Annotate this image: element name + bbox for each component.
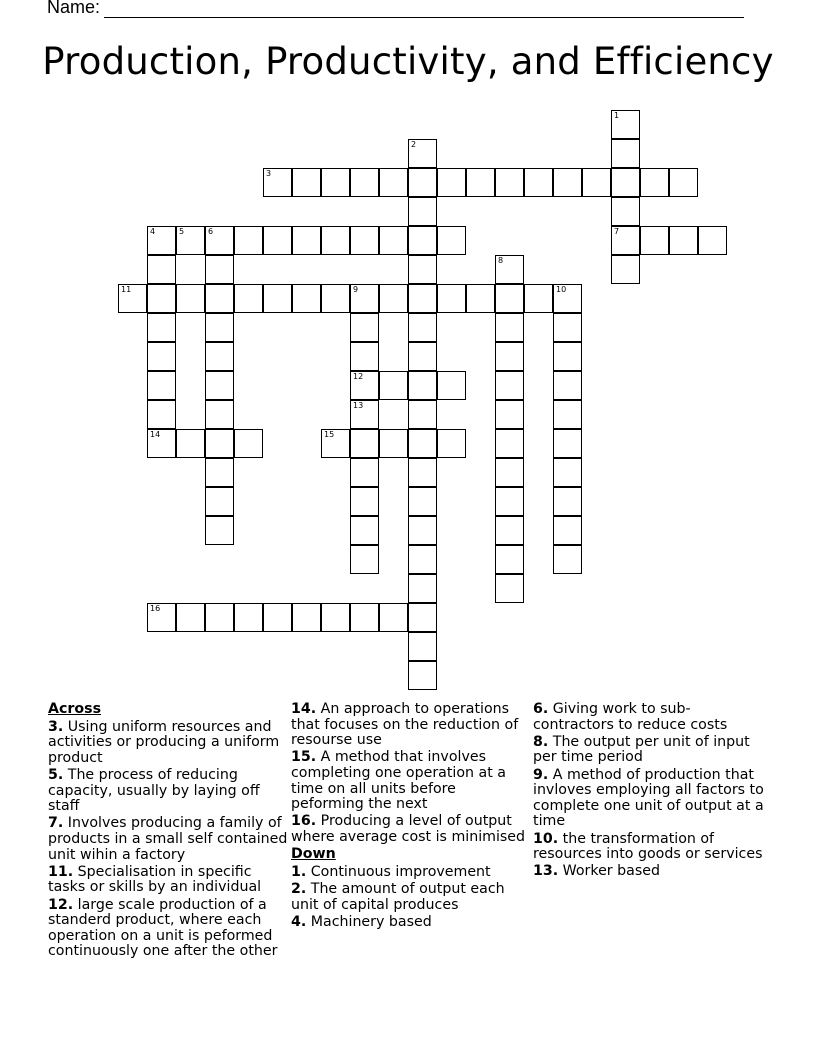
grid-cell[interactable]	[205, 516, 234, 545]
grid-cell[interactable]	[147, 342, 176, 371]
grid-cell[interactable]	[408, 226, 437, 255]
clue-item	[291, 865, 527, 881]
grid-cell[interactable]	[408, 516, 437, 545]
grid-cell[interactable]	[408, 429, 437, 458]
clue-item-text: large scale production of a standerd product, where each operation on a unit is peformed continuously one after the other	[48, 896, 278, 960]
grid-cell[interactable]	[408, 371, 437, 400]
clue-number: 13	[353, 401, 364, 410]
clues-column-1	[48, 702, 288, 961]
grid-cell[interactable]	[350, 516, 379, 545]
clue-item-text: The amount of output each unit of capital produces	[291, 880, 505, 913]
clue-item	[48, 720, 288, 767]
grid-cell[interactable]	[350, 603, 379, 632]
clue-number: 4	[150, 227, 156, 236]
clue-item-number: 9.	[533, 766, 549, 783]
grid-cell[interactable]	[205, 487, 234, 516]
grid-cell[interactable]	[408, 255, 437, 284]
grid-cell[interactable]	[466, 168, 495, 197]
grid-cell[interactable]	[379, 603, 408, 632]
grid-cell[interactable]	[263, 226, 292, 255]
clue-number: 3	[266, 169, 272, 178]
grid-cell[interactable]	[205, 313, 234, 342]
grid-cell[interactable]	[524, 284, 553, 313]
clue-item	[48, 865, 288, 896]
clue-item-number: 11.	[48, 863, 74, 880]
clue-item-text: Continuous improvement	[306, 863, 491, 880]
grid-cell[interactable]	[176, 429, 205, 458]
grid-cell[interactable]	[321, 284, 350, 313]
clue-item-text: An approach to operations that focuses on the reduction of resourse use	[291, 701, 519, 749]
grid-cell[interactable]	[553, 400, 582, 429]
clue-item	[533, 832, 769, 863]
grid-cell[interactable]	[205, 342, 234, 371]
clue-number: 1	[614, 111, 620, 120]
grid-cell[interactable]	[611, 139, 640, 168]
grid-cell[interactable]	[350, 226, 379, 255]
grid-cell[interactable]	[263, 168, 292, 197]
grid-cell[interactable]	[350, 168, 379, 197]
clue-number: 11	[121, 285, 132, 294]
clue-item-text: Giving work to sub-contractors to reduce costs	[533, 701, 728, 733]
grid-cell[interactable]	[176, 284, 205, 313]
grid-cell[interactable]	[205, 603, 234, 632]
clues-column-3	[533, 702, 769, 882]
grid-cell[interactable]	[205, 255, 234, 284]
clue-item-number: 15.	[291, 749, 317, 766]
clue-item-number: 14.	[291, 701, 317, 717]
grid-cell[interactable]	[350, 313, 379, 342]
clue-item-text: A method that involves completing one operation at a time on all units before peforming the next	[291, 749, 506, 813]
grid-cell[interactable]	[495, 400, 524, 429]
down-heading: Down	[291, 846, 336, 863]
grid-cell[interactable]	[379, 226, 408, 255]
grid-cell[interactable]	[350, 487, 379, 516]
clue-item-number: 3.	[48, 718, 64, 735]
grid-cell[interactable]	[611, 255, 640, 284]
grid-cell[interactable]	[350, 429, 379, 458]
clue-number: 16	[150, 604, 161, 613]
clue-number: 8	[498, 256, 504, 265]
grid-cell[interactable]	[292, 603, 321, 632]
grid-cell[interactable]	[437, 168, 466, 197]
grid-cell[interactable]	[205, 226, 234, 255]
clue-item-number: 16.	[291, 813, 317, 830]
clue-item	[291, 915, 527, 931]
grid-cell[interactable]	[495, 574, 524, 603]
grid-cell[interactable]	[379, 168, 408, 197]
grid-cell[interactable]	[611, 226, 640, 255]
clue-item	[291, 750, 527, 812]
grid-cell[interactable]	[321, 226, 350, 255]
grid-cell[interactable]	[408, 603, 437, 632]
clue-number: 9	[353, 285, 359, 294]
grid-cell[interactable]	[495, 255, 524, 284]
grid-cell[interactable]	[176, 226, 205, 255]
grid-cell[interactable]	[205, 371, 234, 400]
clue-item	[48, 816, 288, 863]
grid-cell[interactable]	[147, 371, 176, 400]
grid-cell[interactable]	[437, 284, 466, 313]
grid-cell[interactable]	[437, 226, 466, 255]
grid-cell[interactable]	[553, 342, 582, 371]
clue-number: 12	[353, 372, 364, 381]
clue-item-text: A method of production that invloves employing all factors to complete one unit of output at a time	[533, 766, 764, 830]
grid-cell[interactable]	[205, 284, 234, 313]
grid-cell[interactable]	[408, 139, 437, 168]
clue-item	[291, 882, 527, 913]
clue-number: 14	[150, 430, 161, 439]
grid-cell[interactable]	[466, 284, 495, 313]
grid-cell[interactable]	[408, 458, 437, 487]
clue-item-number: 6.	[533, 701, 549, 717]
clue-item-number: 13.	[533, 863, 559, 880]
grid-cell[interactable]	[553, 168, 582, 197]
grid-cell[interactable]	[147, 284, 176, 313]
grid-cell[interactable]	[147, 226, 176, 255]
clue-item-number: 5.	[48, 766, 64, 783]
grid-cell[interactable]	[408, 168, 437, 197]
clue-item	[48, 898, 288, 960]
grid-cell[interactable]	[408, 545, 437, 574]
grid-cell[interactable]	[495, 371, 524, 400]
grid-cell[interactable]	[292, 226, 321, 255]
clue-item-number: 7.	[48, 815, 64, 832]
grid-cell[interactable]	[234, 603, 263, 632]
grid-cell[interactable]	[321, 168, 350, 197]
clue-item-number: 10.	[533, 830, 559, 847]
grid-cell[interactable]	[234, 226, 263, 255]
grid-cell[interactable]	[350, 371, 379, 400]
grid-cell[interactable]	[495, 487, 524, 516]
grid-cell[interactable]	[408, 313, 437, 342]
grid-cell[interactable]	[408, 400, 437, 429]
grid-cell[interactable]	[205, 429, 234, 458]
grid-cell[interactable]	[147, 400, 176, 429]
clue-item-text: Producing a level of output where average cost is minimised	[291, 813, 526, 845]
clue-item-text: the transformation of resources into goods or services	[533, 830, 763, 863]
grid-cell[interactable]	[495, 458, 524, 487]
clue-number: 10	[556, 285, 567, 294]
grid-cell[interactable]	[553, 487, 582, 516]
grid-cell[interactable]	[147, 313, 176, 342]
grid-cell[interactable]	[205, 458, 234, 487]
grid-cell[interactable]	[640, 168, 669, 197]
grid-cell[interactable]	[147, 255, 176, 284]
grid-cell[interactable]	[640, 226, 669, 255]
clue-item-number: 1.	[291, 863, 307, 880]
grid-cell[interactable]	[350, 545, 379, 574]
clue-item-number: 8.	[533, 733, 549, 750]
grid-cell[interactable]	[408, 632, 437, 661]
grid-cell[interactable]	[350, 284, 379, 313]
grid-cell[interactable]	[553, 458, 582, 487]
clue-item-text: The process of reducing capacity, usually by laying off staff	[48, 766, 260, 815]
grid-cell[interactable]	[495, 516, 524, 545]
grid-cell[interactable]	[379, 284, 408, 313]
clue-number: 5	[179, 227, 185, 236]
grid-cell[interactable]	[495, 313, 524, 342]
grid-cell[interactable]	[205, 400, 234, 429]
clue-number: 7	[614, 227, 620, 236]
grid-cell[interactable]	[408, 661, 437, 690]
grid-cell[interactable]	[263, 603, 292, 632]
clue-item	[533, 735, 769, 766]
clue-item	[291, 702, 527, 749]
clue-item	[533, 702, 769, 733]
grid-cell[interactable]	[495, 342, 524, 371]
grid-cell[interactable]	[321, 603, 350, 632]
name-label: Name:	[47, 0, 101, 17]
grid-cell[interactable]	[582, 168, 611, 197]
grid-cell[interactable]	[350, 458, 379, 487]
grid-cell[interactable]	[495, 545, 524, 574]
grid-cell[interactable]	[408, 487, 437, 516]
grid-cell[interactable]	[292, 168, 321, 197]
clues-column-2	[291, 702, 527, 932]
grid-cell[interactable]	[147, 429, 176, 458]
grid-cell[interactable]	[350, 400, 379, 429]
grid-cell[interactable]	[611, 168, 640, 197]
grid-cell[interactable]	[553, 313, 582, 342]
grid-cell[interactable]	[234, 284, 263, 313]
grid-cell[interactable]	[379, 371, 408, 400]
clue-item	[48, 768, 288, 815]
clue-item	[533, 768, 769, 830]
grid-cell[interactable]	[669, 168, 698, 197]
grid-cell[interactable]	[553, 545, 582, 574]
grid-cell[interactable]	[669, 226, 698, 255]
grid-cell[interactable]	[379, 429, 408, 458]
clue-number: 15	[324, 430, 335, 439]
clue-item	[533, 864, 769, 880]
grid-cell[interactable]	[408, 342, 437, 371]
clue-item-text: Using uniform resources and activities or producing a uniform product	[48, 718, 280, 766]
clue-item-number: 4.	[291, 913, 307, 930]
grid-cell[interactable]	[176, 603, 205, 632]
clue-item-number: 2.	[291, 880, 307, 897]
grid-cell[interactable]	[495, 429, 524, 458]
grid-cell[interactable]	[118, 284, 147, 313]
clue-item-number: 12.	[48, 896, 74, 913]
grid-cell[interactable]	[495, 168, 524, 197]
grid-cell[interactable]	[495, 284, 524, 313]
page-title: Production, Productivity, and Efficiency	[42, 40, 774, 83]
grid-cell[interactable]	[234, 429, 263, 458]
grid-cell[interactable]	[292, 284, 321, 313]
across-heading: Across	[48, 701, 102, 717]
grid-cell[interactable]	[147, 603, 176, 632]
clue-item-text: Worker based	[558, 863, 660, 880]
clue-item-text: Machinery based	[306, 913, 432, 930]
grid-cell[interactable]	[611, 110, 640, 139]
grid-cell[interactable]	[611, 197, 640, 226]
clue-item	[291, 814, 527, 845]
clue-item-text: Specialisation in specific tasks or skills by an individual	[48, 863, 262, 896]
grid-cell[interactable]	[350, 342, 379, 371]
clue-number: 6	[208, 227, 214, 236]
clue-item-text: The output per unit of input per time period	[533, 733, 750, 766]
grid-cell[interactable]	[263, 284, 292, 313]
grid-cell[interactable]	[553, 371, 582, 400]
grid-cell[interactable]	[321, 429, 350, 458]
grid-cell[interactable]	[408, 284, 437, 313]
grid-cell[interactable]	[408, 197, 437, 226]
grid-cell[interactable]	[437, 429, 466, 458]
clue-item-text: Involves producing a family of products in a small self contained unit wihin a factory	[48, 815, 288, 863]
grid-cell[interactable]	[437, 371, 466, 400]
grid-cell[interactable]	[698, 226, 727, 255]
grid-cell[interactable]	[524, 168, 553, 197]
clue-number: 2	[411, 140, 417, 149]
grid-cell[interactable]	[553, 284, 582, 313]
grid-cell[interactable]	[553, 516, 582, 545]
grid-cell[interactable]	[408, 574, 437, 603]
grid-cell[interactable]	[553, 429, 582, 458]
